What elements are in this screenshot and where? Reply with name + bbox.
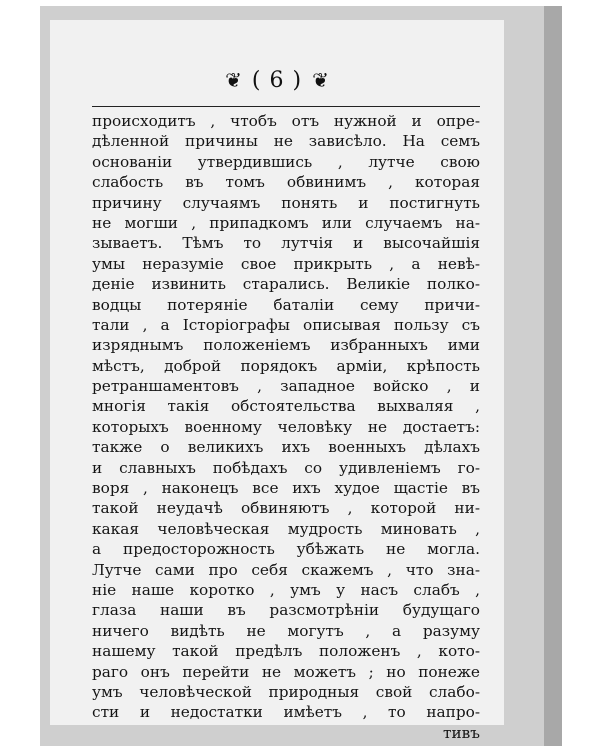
text-line: слабость въ томъ обвинимъ , которая [92, 173, 480, 192]
header-rule [92, 106, 480, 107]
text-line: тали , а Історіографы описывая пользу съ [92, 315, 480, 334]
text-line: тивъ [442, 723, 480, 742]
right-ornament-icon: ❦ [312, 68, 329, 92]
text-line: глаза наши въ разсмотрѣніи будущаго [92, 601, 480, 620]
text-line: Лутче сами про себя скажемъ , что зна- [92, 560, 480, 579]
text-line: также о великихъ ихъ военныхъ дѣлахъ [92, 438, 480, 457]
left-ornament-icon: ❦ [225, 68, 242, 92]
page-header [50, 64, 504, 96]
text-line: воря , наконецъ все ихъ худое щастіе въ [92, 479, 480, 498]
text-line: дѣленной причины не зависѣло. На семъ [92, 132, 480, 151]
page-number: ( 6 ) [251, 67, 303, 93]
text-line: которыхъ военному человѣку не достаетъ: [92, 417, 480, 436]
text-line: сти и недостатки имѣетъ , то напро- [92, 703, 480, 722]
text-line: зываетъ. Тѣмъ то лутчія и высочайшія [92, 234, 480, 253]
text-line: происходитъ , чтобъ отъ нужной и опре- [92, 112, 480, 130]
scan-edge-shadow [544, 6, 562, 746]
text-line: какая человѣческая мудрость миновать , [92, 519, 480, 538]
text-line: причину случаямъ понять и постигнуть [92, 193, 480, 212]
page-text [92, 111, 480, 743]
text-line: основаніи утвердившись , лутче свою [92, 152, 480, 171]
text-line: многія такія обстоятельства выхваляя , [92, 397, 480, 416]
text-line: не могши , припадкомъ или случаемъ на- [92, 213, 480, 232]
text-line: такой неудачѣ обвиняютъ , которой ни- [92, 499, 480, 518]
text-line: ретраншаментовъ , западное войско , и [92, 377, 480, 396]
text-line: а предосторожность убѣжать не могла. [92, 540, 480, 559]
text-line: изряднымъ положеніемъ избранныхъ ими [92, 336, 480, 355]
text-line: водцы потеряніе баталіи сему причи- [92, 295, 480, 314]
text-line: деніе извинить старались. Великіе полко- [92, 275, 480, 294]
book-page [50, 20, 504, 742]
text-line: нашему такой предѣлъ положенъ , кото- [92, 642, 480, 661]
text-line: ніе наше коротко , умъ у насъ слабъ , [92, 580, 480, 599]
text-line: раго онъ перейти не можетъ ; но понеже [92, 662, 480, 681]
text-line: мѣстъ, доброй порядокъ арміи, крѣпость [92, 356, 480, 375]
text-line: умы неразуміе свое прикрыть , а невѣ- [92, 254, 480, 273]
text-line: ничего видѣть не могутъ , а разуму [92, 621, 480, 640]
text-line: умъ человѣческой природныя свой слабо- [92, 682, 480, 701]
text-line: и славныхъ побѣдахъ со удивленіемъ го- [92, 458, 480, 477]
